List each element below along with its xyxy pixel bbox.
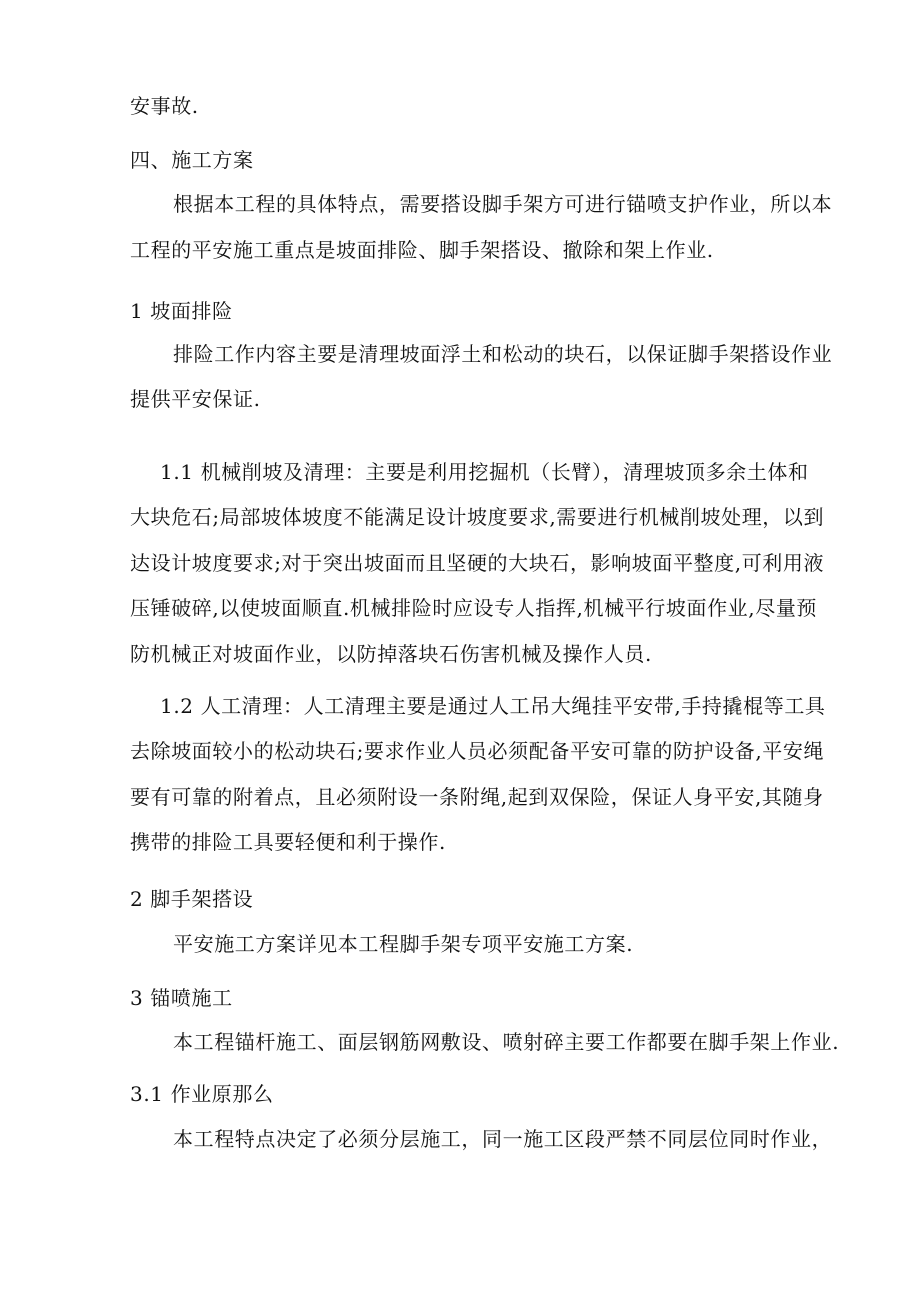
text-line: 要有可靠的附着点，且必须附设一条附绳,起到双保险，保证人身平安,其随身 <box>130 785 824 809</box>
text-line: 排险工作内容主要是清理坡面浮土和松动的块石，以保证脚手架搭设作业 <box>173 342 833 366</box>
text-line: 根据本工程的具体特点，需要搭设脚手架方可进行锚喷支护作业，所以本 <box>173 192 833 216</box>
text-line: 本工程特点决定了必须分层施工，同一施工区段严禁不同层位同时作业， <box>173 1127 833 1151</box>
text-line: 携带的排险工具要轻便和利于操作. <box>130 830 446 854</box>
text-line: 安事故. <box>130 94 199 118</box>
section-heading: 四、施工方案 <box>130 148 254 172</box>
text-line: 提供平安保证. <box>130 387 261 411</box>
text-line: 1.1 机械削坡及清理：主要是利用挖掘机（长臂），清理坡顶多余土体和 <box>160 460 809 484</box>
subsection-heading: 3.1 作业原那么 <box>130 1082 274 1106</box>
text-line: 大块危石;局部坡体坡度不能满足设计坡度要求,需要进行机械削坡处理，以到 <box>130 505 825 529</box>
text-line: 去除坡面较小的松动块石;要求作业人员必须配备平安可靠的防护设备,平安绳 <box>130 739 825 763</box>
subsection-heading: 2 脚手架搭设 <box>130 887 254 911</box>
subsection-heading: 3 锚喷施工 <box>130 986 233 1010</box>
text-line: 平安施工方案详见本工程脚手架专项平安施工方案. <box>173 932 634 956</box>
text-line: 本工程锚杆施工、面层钢筋网敷设、喷射碎主要工作都要在脚手架上作业. <box>173 1030 840 1054</box>
subsection-heading: 1 坡面排险 <box>130 299 233 323</box>
text-line: 压锤破碎,以使坡面顺直.机械排险时应设专人指挥,机械平行坡面作业,尽量预 <box>130 596 818 620</box>
text-line: 1.2 人工清理：人工清理主要是通过人工吊大绳挂平安带,手持撬棍等工具 <box>160 694 826 718</box>
text-line: 工程的平安施工重点是坡面排险、脚手架搭设、撤除和架上作业. <box>130 238 714 262</box>
text-line: 防机械正对坡面作业，以防掉落块石伤害机械及操作人员. <box>130 642 652 666</box>
text-line: 达设计坡度要求;对于突出坡面而且坚硬的大块石，影响坡面平整度,可利用液 <box>130 551 825 575</box>
